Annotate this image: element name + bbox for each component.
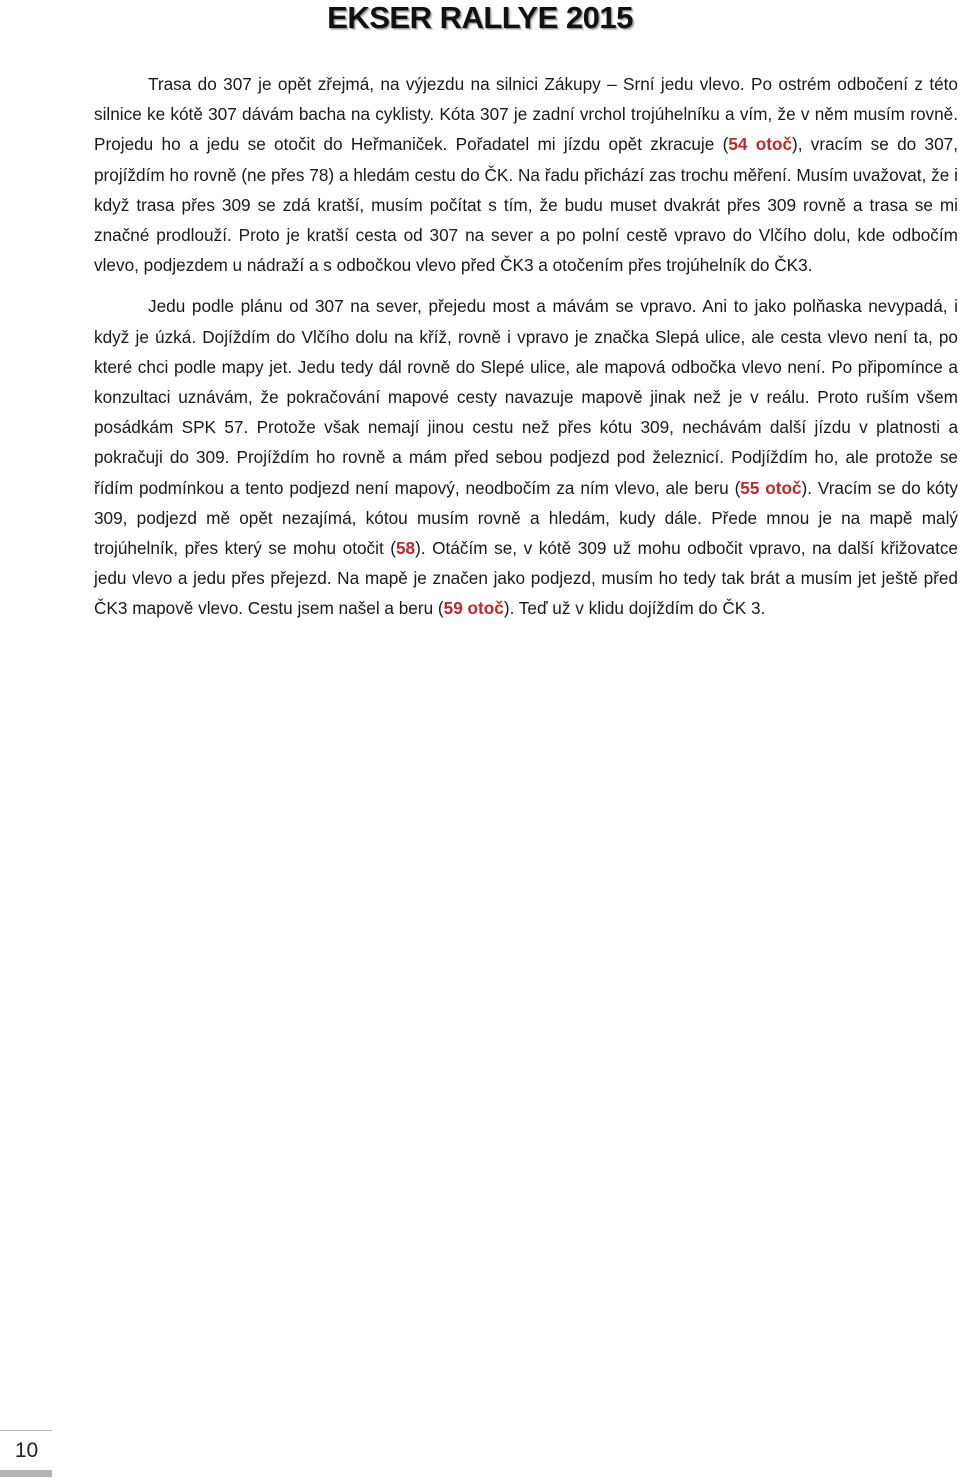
footer-rule bbox=[0, 1430, 52, 1431]
paragraph-text: Jedu podle plánu od 307 na sever, přejedu most a mávám se vpravo. Ani to jako polňaska nevypadá, i když je úzká. Dojíždím do Vlčího dolu na kříž, rovně i vpravo je značka Slepá ulice, ale cesta vlevo není ta, po které chci podle mapy jet. Jedu tedy dál rovně do Slepé ulice, ale mapová odbočka vlevo není. Po připomínce a konzultaci uznávám, že pokračování mapové cesty navazuje mapově jinak než je v reálu. Proto ruším všem posádkám SPK 57. Protože však nemají jinou cestu než přes kótu 309, nechávám další jízdu v platnosti a pokračuji do 309. Projíždím ho rovně a mám před sebou podjezd pod železnicí. Podjíždím ho, ale protože se řídím podmínkou a tento podjezd není mapový, neodbočím za ním vlevo, ale beru ( bbox=[94, 296, 958, 498]
footer-bar bbox=[0, 1470, 52, 1477]
page-title: EKSER RALLYE 2015 bbox=[327, 0, 633, 35]
paragraph-text: ). Otáčím se, v kótě 309 už mohu odbočit vpravo, na další křižovatce jedu vlevo a jedu přes přejezd. Na mapě je značen jako podjezd, musím ho tedy tak brát a musím jet ještě před ČK3 mapově vlevo. Cestu jsem našel a beru ( bbox=[94, 538, 958, 619]
paragraph-text: ). Teď už v klidu dojíždím do ČK 3. bbox=[503, 598, 766, 619]
page-footer bbox=[0, 1430, 53, 1478]
highlight-59-otoc: 59 otoč bbox=[443, 598, 504, 619]
paragraph-text: ). Vracím se do kóty 309, podjezd mě opět nezajímá, kótou musím rovně a hledám, kudy dále. Přede mnou je na mapě malý trojúhelník, přes který se mohu otočit ( bbox=[94, 477, 958, 559]
paragraph-2 bbox=[94, 291, 958, 623]
highlight-54-otoc: 54 otoč bbox=[728, 134, 793, 155]
paragraph-text: Trasa do 307 je opět zřejmá, na výjezdu na silnici Zákupy – Srní jedu vlevo. Po ostrém odbočení z této silnice ke kótě 307 dávám bacha na cyklisty. Kóta 307 je zadní vrchol trojúhelníku a vím, že v něm musím rovně. Projedu ho a jedu se otočit do Heřmaniček. Pořadatel mi jízdu opět zkracuje ( bbox=[94, 74, 958, 155]
paragraph-text: ), vracím se do 307, projíždím ho rovně (ne přes 78) a hledám cestu do ČK. Na řadu přichází zas trochu měření. Musím uvažovat, že i když trasa přes 309 se zdá kratší, musím počítat s tím, že budu muset dvakrát přes 309 rovně a trasa se mi značné prodlouží. Proto je kratší cesta od 307 na sever a po polní cestě vpravo do Vlčího dolu, kde odbočím vlevo, podjezdem u nádraží a s odbočkou vlevo před ČK3 a otočením přes trojúhelník do ČK3. bbox=[94, 134, 958, 276]
paragraph-1 bbox=[94, 69, 958, 280]
page-number: 10 bbox=[14, 1439, 39, 1462]
document-body bbox=[94, 69, 958, 624]
highlight-58: 58 bbox=[396, 538, 416, 559]
highlight-55-otoc: 55 otoč bbox=[740, 477, 802, 498]
